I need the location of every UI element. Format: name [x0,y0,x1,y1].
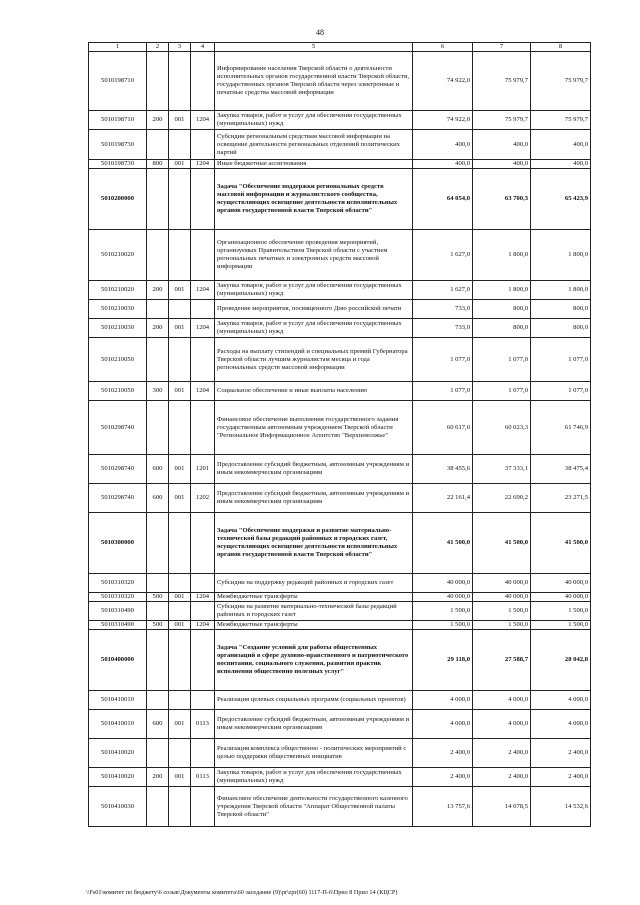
amount-year3-cell: 4 000,0 [531,691,591,710]
item-name-cell: Проведение мероприятия, посвященного Дню российской печати [215,300,413,319]
amount-year2-cell: 1 800,0 [473,281,531,300]
amount-year3-cell: 65 423,9 [531,169,591,230]
budget-code-cell: 5010300000 [89,513,147,574]
amount-year2-cell: 1 077,0 [473,338,531,382]
table-row [89,602,591,621]
expense-type-cell: 800 [147,160,169,169]
budget-code-cell: 5010200000 [89,169,147,230]
amount-year1-cell: 40 000,0 [413,593,473,602]
amount-year1-cell: 2 400,0 [413,739,473,768]
budget-code-cell: 5010298740 [89,455,147,484]
subsection-cell [191,52,215,111]
subsection-cell: 1201 [191,455,215,484]
amount-year2-cell: 1 500,0 [473,621,531,630]
amount-year2-cell: 4 000,0 [473,710,531,739]
section-cell: 001 [169,484,191,513]
amount-year3-cell: 1 800,0 [531,230,591,281]
item-name-cell: Социальное обеспечение и иные выплаты населению [215,382,413,401]
amount-year1-cell: 733,0 [413,300,473,319]
table-row [89,455,591,484]
table-row [89,593,591,602]
amount-year2-cell: 14 078,5 [473,787,531,827]
budget-code-cell: 5010210050 [89,382,147,401]
header-cell: 4 [191,43,215,52]
table-row [89,484,591,513]
header-cell: 8 [531,43,591,52]
amount-year2-cell: 75 979,7 [473,52,531,111]
amount-year3-cell: 400,0 [531,130,591,160]
subsection-cell [191,169,215,230]
section-cell: 001 [169,160,191,169]
expense-type-cell [147,691,169,710]
budget-code-cell: 5010400000 [89,630,147,691]
table-row [89,621,591,630]
expense-type-cell [147,169,169,230]
item-name-cell: Финансовое обеспечение выполнения государственного задания государственным автономным учреждением Тверской области "Региональное Информационное Агентство "Верхневолжье" [215,401,413,455]
budget-code-cell: 5010198730 [89,160,147,169]
table-row [89,160,591,169]
item-name-cell: Реализация комплекса общественно - политических мероприятий с целью поддержки общественных инициатив [215,739,413,768]
budget-table [88,42,591,827]
amount-year2-cell: 400,0 [473,160,531,169]
amount-year3-cell: 23 271,5 [531,484,591,513]
budget-code-cell: 5010198710 [89,52,147,111]
amount-year3-cell: 1 800,0 [531,281,591,300]
table-row [89,319,591,338]
section-cell [169,52,191,111]
amount-year1-cell: 38 455,6 [413,455,473,484]
amount-year3-cell: 4 000,0 [531,710,591,739]
amount-year2-cell: 400,0 [473,130,531,160]
amount-year3-cell: 400,0 [531,160,591,169]
table-row [89,52,591,111]
subsection-cell [191,574,215,593]
amount-year1-cell: 74 922,0 [413,111,473,130]
section-cell [169,739,191,768]
section-cell [169,630,191,691]
subsection-cell [191,230,215,281]
expense-type-cell [147,602,169,621]
amount-year3-cell: 40 000,0 [531,574,591,593]
amount-year1-cell: 22 161,4 [413,484,473,513]
subsection-cell [191,338,215,382]
table-row [89,691,591,710]
budget-code-cell: 5010210050 [89,338,147,382]
section-cell [169,513,191,574]
item-name-cell: Межбюджетные трансферты [215,621,413,630]
amount-year3-cell: 75 979,7 [531,52,591,111]
item-name-cell: Субсидии региональным средствам массовой информации на освещение деятельности региональных отделений политических партий [215,130,413,160]
amount-year1-cell: 64 054,0 [413,169,473,230]
amount-year1-cell: 1 627,0 [413,230,473,281]
amount-year3-cell: 40 000,0 [531,593,591,602]
table-row [89,574,591,593]
amount-year2-cell: 75 979,7 [473,111,531,130]
section-cell [169,602,191,621]
table-row [89,768,591,787]
expense-type-cell: 600 [147,484,169,513]
amount-year1-cell: 60 617,0 [413,401,473,455]
section-cell: 001 [169,455,191,484]
amount-year1-cell: 4 000,0 [413,710,473,739]
amount-year3-cell: 2 400,0 [531,768,591,787]
budget-code-cell: 5010210020 [89,230,147,281]
budget-code-cell: 5010198730 [89,130,147,160]
amount-year2-cell: 4 000,0 [473,691,531,710]
item-name-cell: Задача "Обеспечение поддержки и развитие материально-технической базы редакций районных и городских газет, осуществляющих освещение деятельности исполнительных органов государственной власти Тверской области" [215,513,413,574]
amount-year1-cell: 40 000,0 [413,574,473,593]
item-name-cell: Предоставление субсидий бюджетным, автономным учреждениям и иным некоммерческим организациям [215,455,413,484]
task-row [89,513,591,574]
table-row [89,230,591,281]
subsection-cell: 1202 [191,484,215,513]
section-cell [169,401,191,455]
expense-type-cell: 500 [147,593,169,602]
amount-year1-cell: 1 077,0 [413,338,473,382]
item-name-cell: Закупка товаров, работ и услуг для обеспечения государственных (муниципальных) нужд [215,319,413,338]
table-row [89,300,591,319]
section-cell [169,300,191,319]
expense-type-cell [147,300,169,319]
amount-year1-cell: 400,0 [413,160,473,169]
expense-type-cell: 200 [147,111,169,130]
expense-type-cell: 600 [147,710,169,739]
section-cell: 001 [169,281,191,300]
amount-year1-cell: 733,0 [413,319,473,338]
expense-type-cell [147,787,169,827]
header-row [89,43,591,52]
expense-type-cell: 500 [147,621,169,630]
budget-code-cell: 5010410020 [89,768,147,787]
budget-code-cell: 5010210020 [89,281,147,300]
amount-year2-cell: 1 800,0 [473,230,531,281]
amount-year3-cell: 1 077,0 [531,338,591,382]
expense-type-cell [147,630,169,691]
expense-type-cell: 300 [147,382,169,401]
amount-year2-cell: 60 023,3 [473,401,531,455]
subsection-cell [191,602,215,621]
expense-type-cell: 200 [147,768,169,787]
expense-type-cell [147,739,169,768]
section-cell [169,338,191,382]
amount-year3-cell: 75 979,7 [531,111,591,130]
budget-code-cell: 5010310320 [89,593,147,602]
header-cell: 2 [147,43,169,52]
expense-type-cell [147,130,169,160]
amount-year3-cell: 28 042,8 [531,630,591,691]
amount-year1-cell: 1 500,0 [413,602,473,621]
section-cell [169,230,191,281]
section-cell: 001 [169,621,191,630]
subsection-cell: 1204 [191,593,215,602]
budget-code-cell: 5010210030 [89,319,147,338]
section-cell: 001 [169,593,191,602]
amount-year3-cell: 38 475,4 [531,455,591,484]
footer-file-path: \\Fs01\комитет по бюджету\6 созыв\Документы комитета\60 заседание (9)\pr\zpr(60) 1117-П-6\Прил 8 Прил 14 (КЦСР) [86,889,398,896]
amount-year2-cell: 41 500,0 [473,513,531,574]
header-cell: 3 [169,43,191,52]
item-name-cell: Задача "Обеспечение поддержки региональных средств массовой информации и журналистского сообщества, осуществляющих освещение деятельности исполнительных органов государственной власти Тверской области" [215,169,413,230]
table-row [89,281,591,300]
amount-year1-cell: 1 500,0 [413,621,473,630]
header-cell: 1 [89,43,147,52]
amount-year3-cell: 800,0 [531,300,591,319]
item-name-cell: Предоставление субсидий бюджетным, автономным учреждениям и иным некоммерческим организациям [215,484,413,513]
expense-type-cell [147,574,169,593]
expense-type-cell [147,401,169,455]
header-cell: 7 [473,43,531,52]
section-cell: 001 [169,382,191,401]
expense-type-cell [147,338,169,382]
expense-type-cell: 600 [147,455,169,484]
subsection-cell [191,130,215,160]
budget-code-cell: 5010410030 [89,787,147,827]
subsection-cell: 1204 [191,160,215,169]
amount-year3-cell: 41 500,0 [531,513,591,574]
subsection-cell [191,513,215,574]
subsection-cell [191,630,215,691]
section-cell: 001 [169,710,191,739]
amount-year2-cell: 63 700,3 [473,169,531,230]
header-cell: 6 [413,43,473,52]
amount-year3-cell: 800,0 [531,319,591,338]
budget-code-cell: 5010310320 [89,574,147,593]
item-name-cell: Закупка товаров, работ и услуг для обеспечения государственных (муниципальных) нужд [215,111,413,130]
amount-year2-cell: 27 588,7 [473,630,531,691]
budget-code-cell: 5010410020 [89,739,147,768]
amount-year1-cell: 1 627,0 [413,281,473,300]
budget-code-cell: 5010298740 [89,401,147,455]
amount-year2-cell: 22 690,2 [473,484,531,513]
item-name-cell: Финансовое обеспечение деятельности государственного казенного учреждения Тверской области "Аппарат Общественной палаты Тверской области" [215,787,413,827]
subsection-cell: 0113 [191,768,215,787]
amount-year2-cell: 40 000,0 [473,593,531,602]
budget-code-cell: 5010198710 [89,111,147,130]
amount-year1-cell: 400,0 [413,130,473,160]
expense-type-cell: 200 [147,319,169,338]
section-cell [169,169,191,230]
item-name-cell: Информирование населения Тверской области о деятельности исполнительных органов государственной власти Тверской области, государственных органов Тверской области через электронные и печатные средства массовой информации [215,52,413,111]
subsection-cell: 1204 [191,621,215,630]
section-cell: 001 [169,768,191,787]
amount-year1-cell: 4 000,0 [413,691,473,710]
amount-year2-cell: 2 400,0 [473,739,531,768]
amount-year3-cell: 1 077,0 [531,382,591,401]
amount-year3-cell: 1 500,0 [531,602,591,621]
table-row [89,130,591,160]
amount-year1-cell: 1 077,0 [413,382,473,401]
budget-code-cell: 5010310490 [89,621,147,630]
item-name-cell: Реализация целевых социальных программ (социальных проектов) [215,691,413,710]
subsection-cell: 0113 [191,710,215,739]
section-cell: 001 [169,319,191,338]
table-row [89,338,591,382]
section-cell [169,130,191,160]
section-cell [169,787,191,827]
budget-code-cell: 5010410010 [89,691,147,710]
item-name-cell: Задача "Создание условий для работы общественных организаций в сфере духовно-нравственного и патриотического воспитания, социального служения, развития практик исполнения общественно полезных услуг" [215,630,413,691]
table-row [89,382,591,401]
item-name-cell: Расходы на выплату стипендий и специальных премий Губернатора Тверской области лучшим журналистам месяца и года региональных средств массовой информации [215,338,413,382]
budget-code-cell: 5010410010 [89,710,147,739]
subsection-cell: 1204 [191,111,215,130]
amount-year2-cell: 37 333,1 [473,455,531,484]
item-name-cell: Субсидии на развитие материально-технической базы редакций районных и городских газет [215,602,413,621]
amount-year3-cell: 14 532,6 [531,787,591,827]
amount-year2-cell: 1 077,0 [473,382,531,401]
expense-type-cell [147,230,169,281]
expense-type-cell [147,513,169,574]
table-row [89,710,591,739]
subsection-cell [191,300,215,319]
amount-year2-cell: 800,0 [473,319,531,338]
item-name-cell: Предоставление субсидий бюджетным, автономным учреждениям и иным некоммерческим организациям [215,710,413,739]
subsection-cell: 1204 [191,382,215,401]
item-name-cell: Организационное обеспечение проведения мероприятий, организуемых Правительством Тверской области с участием региональных печатных и электронных средств массовой информации [215,230,413,281]
amount-year3-cell: 1 500,0 [531,621,591,630]
item-name-cell: Закупка товаров, работ и услуг для обеспечения государственных (муниципальных) нужд [215,768,413,787]
amount-year3-cell: 61 746,9 [531,401,591,455]
amount-year2-cell: 40 000,0 [473,574,531,593]
task-row [89,169,591,230]
table-row [89,787,591,827]
subsection-cell [191,691,215,710]
task-row [89,630,591,691]
subsection-cell: 1204 [191,281,215,300]
amount-year1-cell: 41 500,0 [413,513,473,574]
item-name-cell: Иные бюджетные ассигнования [215,160,413,169]
amount-year2-cell: 2 400,0 [473,768,531,787]
amount-year1-cell: 29 118,0 [413,630,473,691]
table-row [89,739,591,768]
amount-year1-cell: 13 757,6 [413,787,473,827]
section-cell [169,574,191,593]
subsection-cell [191,401,215,455]
budget-code-cell: 5010210030 [89,300,147,319]
amount-year1-cell: 2 400,0 [413,768,473,787]
item-name-cell: Субсидии на поддержку редакций районных и городских газет [215,574,413,593]
amount-year3-cell: 2 400,0 [531,739,591,768]
subsection-cell [191,787,215,827]
item-name-cell: Закупка товаров, работ и услуг для обеспечения государственных (муниципальных) нужд [215,281,413,300]
amount-year1-cell: 74 922,0 [413,52,473,111]
section-cell [169,691,191,710]
budget-code-cell: 5010310490 [89,602,147,621]
section-cell: 001 [169,111,191,130]
table-row [89,111,591,130]
amount-year2-cell: 1 500,0 [473,602,531,621]
expense-type-cell: 200 [147,281,169,300]
amount-year2-cell: 800,0 [473,300,531,319]
expense-type-cell [147,52,169,111]
item-name-cell: Межбюджетные трансферты [215,593,413,602]
budget-code-cell: 5010298740 [89,484,147,513]
subsection-cell: 1204 [191,319,215,338]
header-cell: 5 [215,43,413,52]
table-row [89,401,591,455]
subsection-cell [191,739,215,768]
page-number: 48 [316,28,324,37]
